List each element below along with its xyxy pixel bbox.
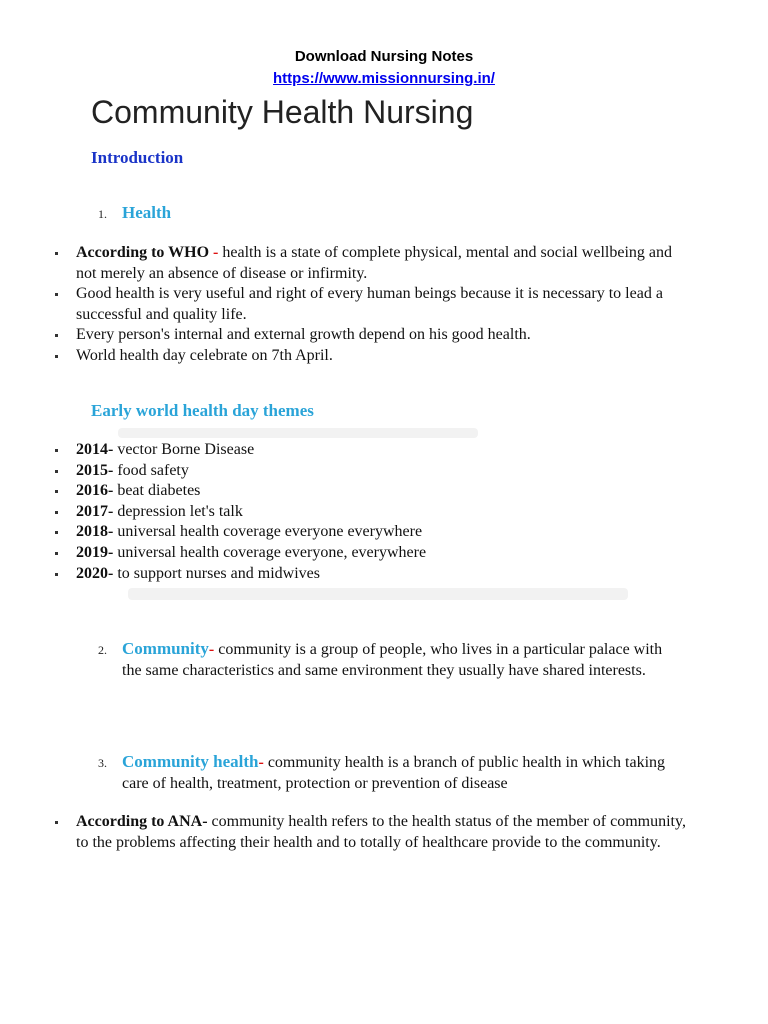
year-label: 2016-	[76, 482, 114, 500]
bullet-icon	[55, 552, 58, 555]
theme-text: universal health coverage everyone everywhere	[113, 523, 423, 541]
themes-heading: Early world health day themes	[91, 401, 314, 420]
bullet-text: Every person's internal and external growth depend on his good health.	[76, 326, 531, 344]
year-label: 2018-	[76, 523, 114, 541]
community-health-text: community health is a branch of public health in which taking care of health, treatment, protection or prevention of disease	[122, 754, 666, 792]
theme-text: vector Borne Disease	[113, 441, 255, 458]
community-section	[98, 638, 678, 681]
dash: -	[258, 754, 264, 771]
list-item	[55, 461, 695, 482]
year-label: 2015-	[76, 461, 114, 479]
community-health-heading: Community health	[122, 752, 259, 771]
ana-bullet-list	[55, 812, 695, 853]
year-label: 2017-	[76, 502, 114, 520]
bullet-icon	[55, 531, 58, 534]
bullet-icon	[55, 449, 58, 452]
year-label: 2014-	[76, 441, 114, 458]
community-health-number: 3.	[98, 756, 107, 770]
dash: -	[213, 244, 219, 261]
list-item	[55, 346, 695, 367]
list-item	[55, 812, 695, 853]
bullet-icon	[55, 334, 58, 337]
health-number: 1.	[98, 207, 107, 221]
bullet-icon	[55, 511, 58, 514]
page-title: Community Health Nursing	[91, 94, 474, 130]
year-label: 2020-	[76, 564, 114, 582]
bullet-icon	[55, 293, 58, 296]
introduction-heading: Introduction	[91, 148, 184, 167]
bullet-text: World health day celebrate on 7th April.	[76, 346, 333, 364]
ana-label: According to ANA-	[76, 813, 208, 830]
community-number: 2.	[98, 643, 107, 657]
list-item	[55, 481, 695, 502]
bullet-icon	[55, 490, 58, 493]
list-item	[55, 502, 695, 523]
list-item	[55, 543, 695, 564]
scan-smudge	[118, 428, 478, 438]
scan-smudge	[128, 588, 628, 600]
list-item	[55, 522, 695, 543]
theme-text: to support nurses and midwives	[113, 564, 320, 582]
bullet-icon	[55, 573, 58, 576]
health-heading	[98, 203, 171, 223]
theme-text: beat diabetes	[113, 482, 201, 500]
who-label: According to WHO	[76, 244, 210, 261]
download-notes-heading: Download Nursing Notes	[294, 48, 474, 65]
list-item	[55, 564, 695, 585]
health-bullet-list	[55, 243, 695, 367]
list-item	[55, 325, 695, 346]
theme-text: universal health coverage everyone, everywhere	[113, 543, 427, 561]
bullet-text: health is a state of complete physical, mental and social wellbeing and not merely an absence of disease or infirmity.	[76, 244, 672, 282]
bullet-icon	[55, 355, 58, 358]
bullet-text: Good health is very useful and right of every human beings because it is necessary to lead a successful and quality life.	[76, 285, 663, 323]
list-item	[55, 243, 695, 284]
community-text: community is a group of people, who lives in a particular palace with the same characteristics and same environment they usually have shared interests.	[122, 641, 663, 679]
community-health-section	[98, 751, 678, 794]
dash: -	[208, 641, 215, 658]
community-heading: Community	[122, 639, 209, 658]
list-item	[55, 284, 695, 325]
website-link[interactable]: https://www.missionnursing.in/	[273, 70, 495, 87]
health-heading-text: Health	[122, 203, 172, 222]
themes-list	[55, 440, 695, 584]
ana-text: community health refers to the health status of the member of community, to the problems affecting their health and to totally of healthcare provide to the community.	[76, 813, 686, 851]
bullet-icon	[55, 252, 58, 255]
theme-text: depression let's talk	[113, 502, 243, 520]
list-item	[55, 440, 695, 461]
bullet-icon	[55, 821, 58, 824]
year-label: 2019-	[76, 543, 114, 561]
theme-text: food safety	[113, 461, 189, 479]
bullet-icon	[55, 470, 58, 473]
